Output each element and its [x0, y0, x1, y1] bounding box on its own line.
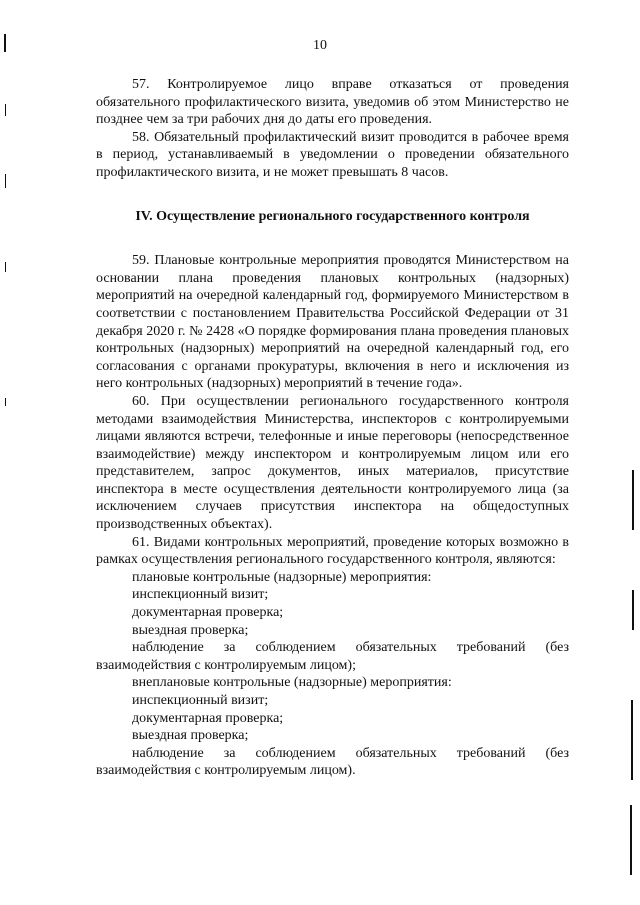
list-item: инспекционный визит; [132, 693, 269, 708]
scan-mark [5, 174, 6, 188]
list-item: документарная проверка; [132, 710, 284, 726]
section-heading: IV. Осуществление регионального государственного контроля [135, 208, 530, 224]
scan-mark [632, 470, 634, 530]
scan-mark [632, 590, 634, 630]
paragraph-58: 58. Обязательный профилактический визит проводится в рабочее время в период, устанавливаемый в уведомлении о проведении обязательного профилактического визита, и не может превышать 8 часов. [96, 129, 569, 180]
list-item: наблюдение за соблюдением обязательных требований (без взаимодействия с контролируемым лицом); [96, 640, 569, 673]
paragraph-59: 59. Плановые контрольные мероприятия проводятся Министерством на основании плана проведения плановых контрольных (надзорных) мероприятий на очередной календарный год, формируемого Министерством в соответствии с постановлением Правительства Российской Федерации от 31 декабря 2020 г. № 2428 «О порядке формирования плана проведения плановых контрольных (надзорных) мероприятий на очередной календарный год, его согласования с органами прокуратуры, включения в него и исключения из него контрольных (надзорных) мероприятий в течение года». [96, 253, 569, 392]
paragraph-60: 60. При осуществлении регионального государственного контроля методами взаимодействия Министерства, инспекторов с контролируемыми лицами являются встречи, телефонные и иные переговоры (непосредственное взаимодействие) между инспектором и контролируемым лицом или его представителем, запрос документов, иных материалов, присутствие инспектора в месте осуществления деятельности контролируемого лица (за исключением случаев присутствия инспектора на общедоступных производственных объектах). [96, 393, 569, 533]
list-item: выездная проверка; [132, 728, 249, 744]
paragraph-57: 57. Контролируемое лицо вправе отказаться от проведения обязательного профилактического визита, уведомив об этом Министерство не позднее чем за три рабочих дня до даты его проведения. [96, 77, 569, 128]
document-body [96, 76, 569, 780]
page-number: 10 [313, 38, 327, 53]
list-item: плановые контрольные (надзорные) мероприятия: [132, 569, 432, 585]
scan-mark [631, 700, 633, 780]
scan-mark [5, 104, 6, 116]
list-item: инспекционный визит; [132, 587, 269, 603]
scan-mark [630, 805, 632, 875]
list-item: выездная проверка; [132, 622, 249, 638]
list-item: наблюдение за соблюдением обязательных требований (без взаимодействия с контролируемым лицом). [96, 745, 569, 779]
scan-mark [5, 398, 6, 406]
paragraph-61: 61. Видами контрольных мероприятий, проведение которых возможно в рамках осуществления регионального государственного контроля, являются: [96, 534, 569, 568]
scan-mark [4, 34, 6, 52]
scan-mark [5, 262, 6, 272]
list-item: документарная проверка; [132, 605, 284, 621]
list-item: внеплановые контрольные (надзорные) мероприятия: [132, 675, 452, 691]
